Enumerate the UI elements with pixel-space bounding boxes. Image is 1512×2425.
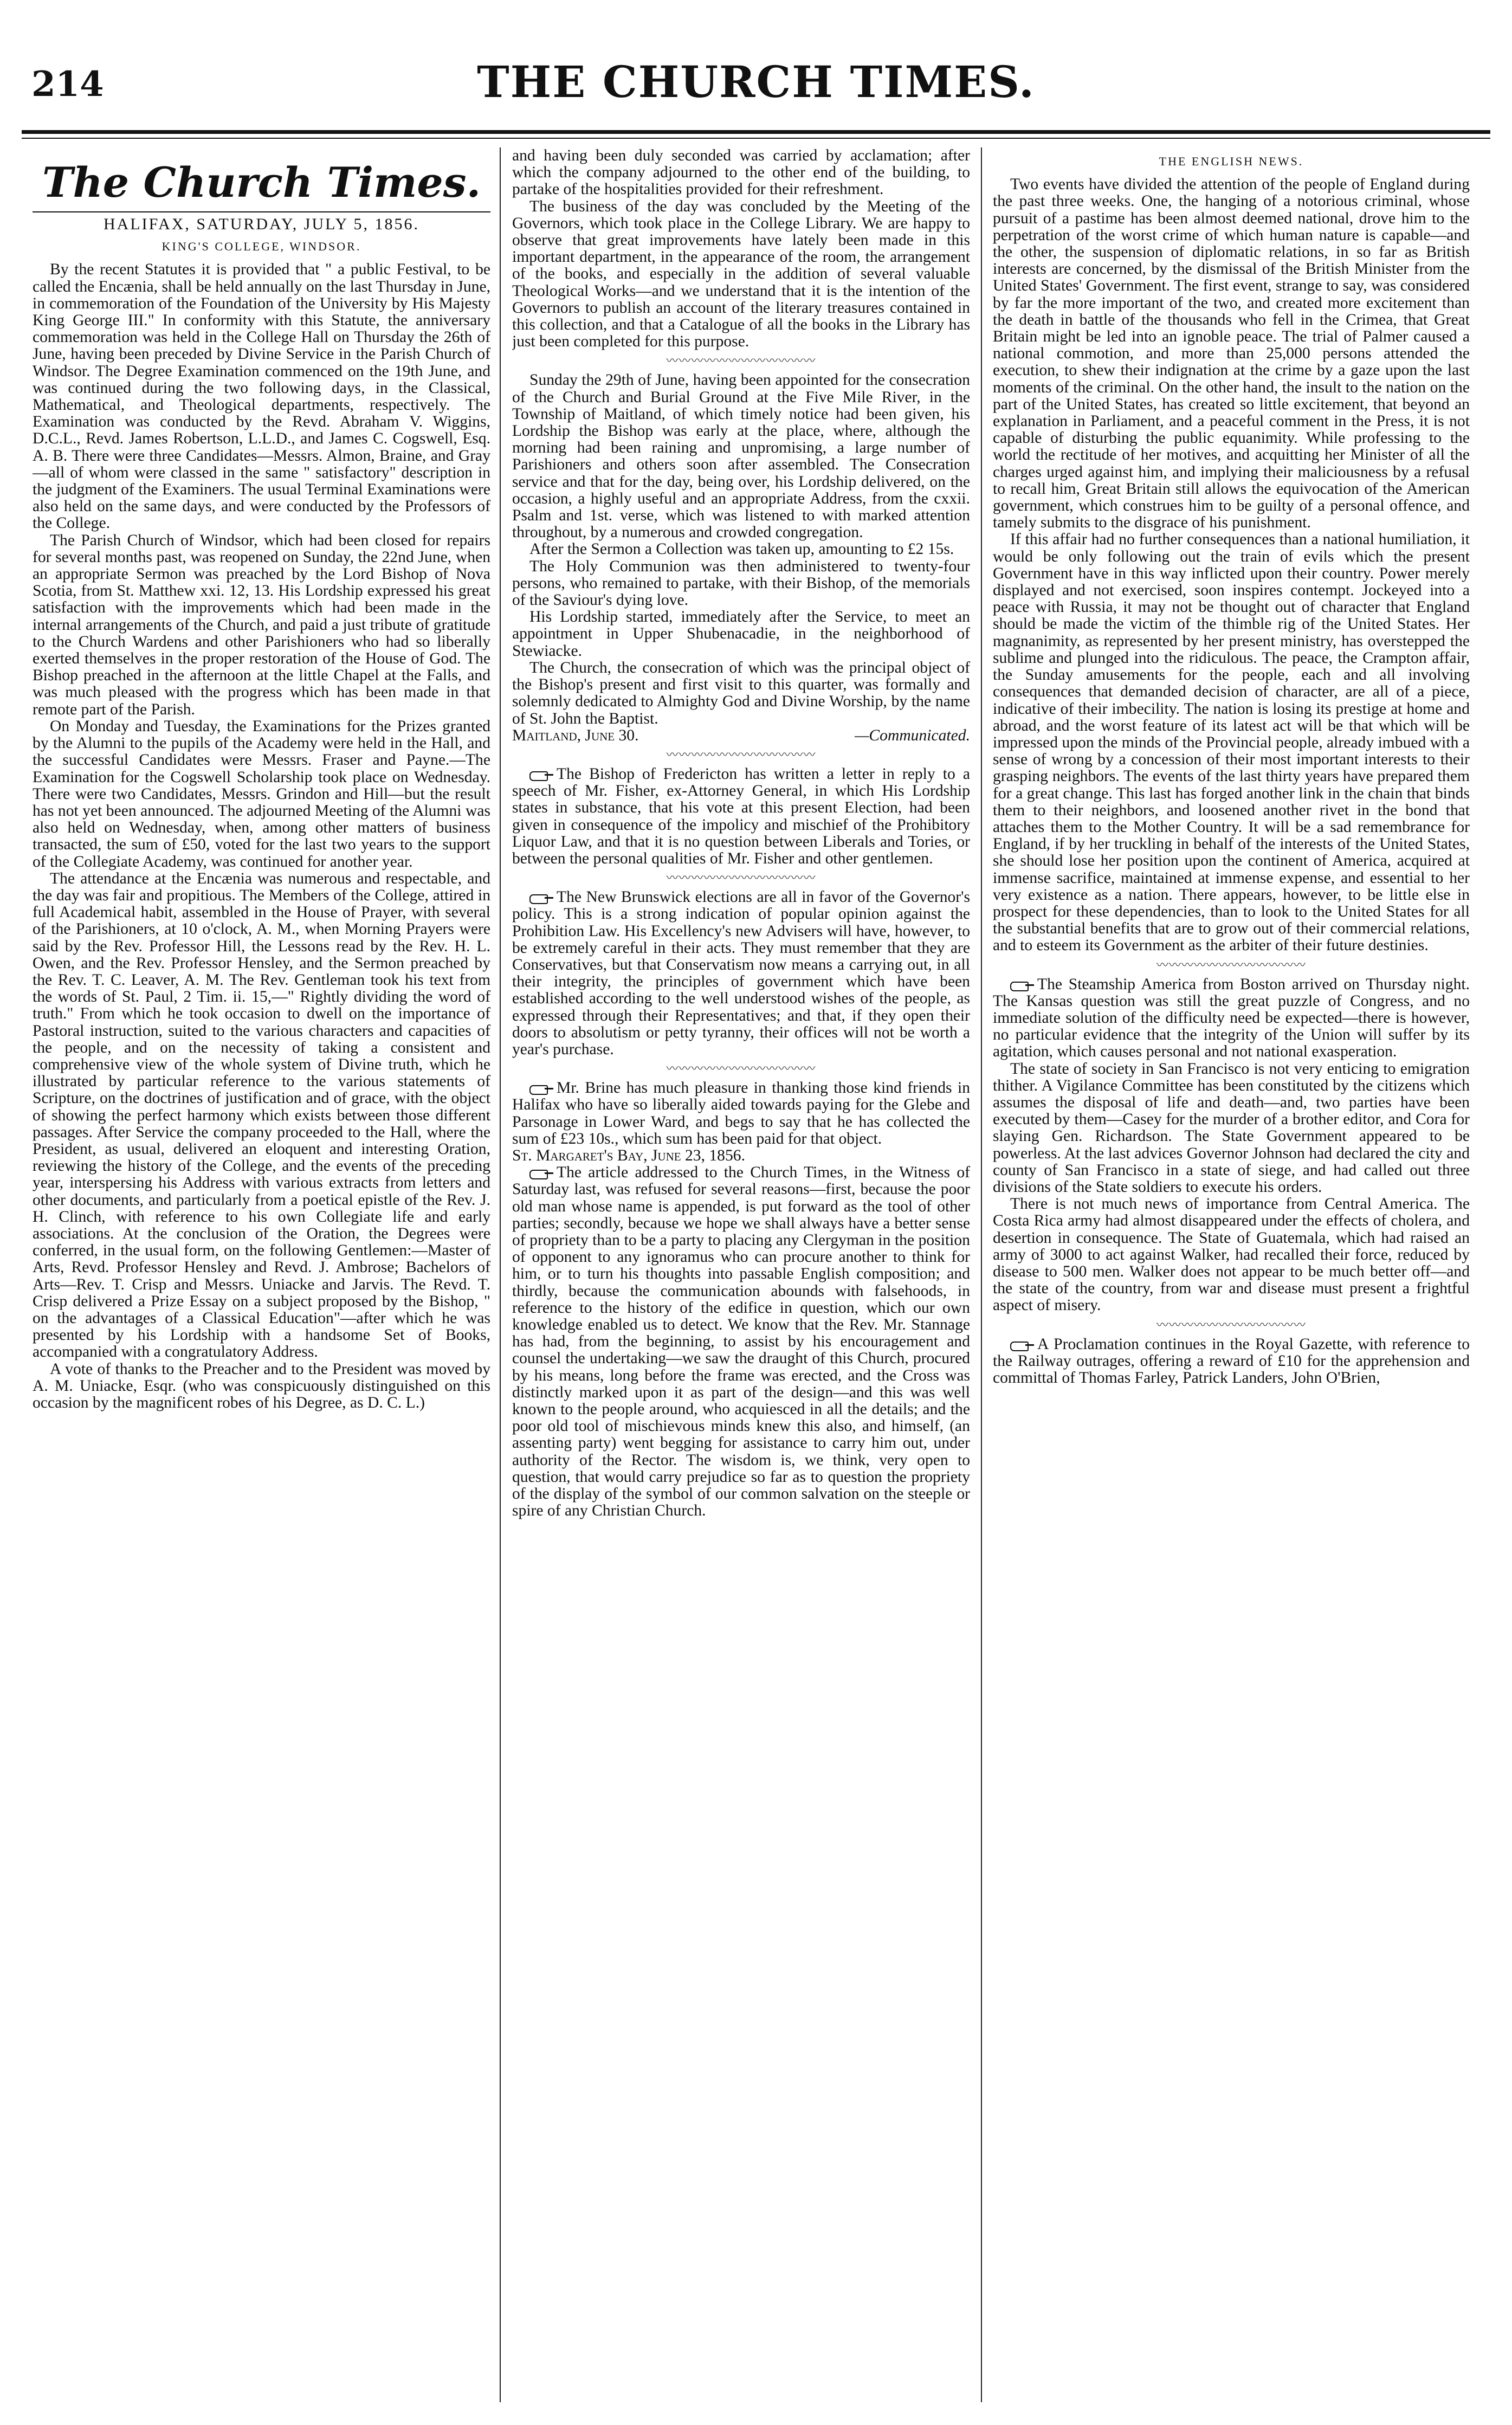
english-news-heading: THE ENGLISH NEWS. [1159, 154, 1304, 168]
pointing-hand-icon [1010, 1340, 1034, 1351]
article-paragraph: and having been duly seconded was carried by acclamation; after which the company adjourned to the other end of the building, to partake of the hospitalities provided for their refreshment. [512, 147, 970, 198]
article-paragraph: Sunday the 29th of June, having been appointed for the consecration of the Church and Burial Ground at the Five Mile River, in the Township of Maitland, of which timely notice had been given, his Lordship the Bishop was early at the place, where, although the morning had been raining and unpromising, a large number of Parishioners and others soon after assembled. The Consecration service and that for the day, being over, his Lordship delivered, on the occasion, a highly useful and an appropriate Address, from the cxxii. Psalm and 1st. verse, which was listened to with marked attention throughout, by a numerous and crowded congregation. [512, 371, 970, 541]
masthead-rule-thin [22, 138, 1490, 139]
masthead-title: THE CHURCH TIMES. [477, 56, 1035, 107]
article-paragraph: The Parish Church of Windsor, which had been closed for repairs for several months past, was reopened on Sunday, the 22nd June, when an appropriate Sermon was preached by the Lord Bishop of Nova Scotia, from St. Matthew xxi. 12, 13. His Lordship expressed his great satisfaction with the improvements which had been made in the internal arrangements of the Church, and paid a just tribute of gratitude to the Church Wardens and other Parishioners who had so liberally exerted themselves in the proper restoration of the House of God. The Bishop preached in the afternoon at the little Chapel at the Falls, and was much pleased with the progress which has been made in that remote part of the Parish. [33, 531, 490, 718]
column-2 [512, 147, 970, 2408]
signoff-author: —Communicated. [855, 726, 970, 744]
brine-signoff [512, 1147, 970, 1164]
article-paragraph: By the recent Statutes it is provided that " a public Festival, to be called the Encænia, shall be held annually on the last Thursday in June, in commemoration of the Foundation of the University by His Majesty King George III." In conformity with this Statute, the anniversary commemoration was held in the College Hall on Thursday the 26th of June, having been preceded by Divine Service in the Parish Church of Windsor. The Degree Examination commenced on the 19th June, and was continued during the two following days, in the Classical, Mathematical, and Theological departments, respectively. The Examination was conducted by the Revd. Abraham V. Wiggins, D.C.L., Revd. James Robertson, L.L.D., and James C. Cogswell, Esq. A. B. There were three Candidates—Messrs. Almon, Braine, and Gray—all of whom were classed in the same " satisfactory" description in the judgment of the Examiners. The usual Terminal Examinations were also held on the same days, and were conducted by the Professors of the College. [33, 261, 490, 532]
column-3 [993, 147, 1470, 2408]
notice-fredericton [512, 766, 970, 867]
notice-text: The Bishop of Fredericton has written a letter in reply to a speech of Mr. Fisher, ex-Attorney General, in which His Lordship states in substance, that his vote at this present Election, had been given in consequence of the impolicy and mischief of the Prohibitory Liquor Law, and that it is no question between Liberals and Tories, or between the personal qualities of Mr. Fisher and other gentlemen. [512, 765, 970, 867]
dateline: HALIFAX, SATURDAY, JULY 5, 1856. [33, 211, 490, 233]
maitland-signoff [512, 727, 970, 744]
nameplate: The Church Times. [42, 158, 481, 207]
notice-proclamation [993, 1336, 1470, 1387]
pointing-hand-icon [529, 893, 553, 904]
masthead-rule-thick [22, 130, 1490, 134]
column-rule-2 [981, 147, 982, 2402]
article-paragraph: The business of the day was concluded by the Meeting of the Governors, which took place in the College Library. We are happy to observe that great improvements have lately been made in this important department, in the appearance of the room, the arrangement of the books, and especially in the addition of several valuable Theological Works—and we understand that it is the intention of the Governors to publish an account of the literary treasures contained in this collection, and that a Catalogue of all the books in the Library has just been completed for this purpose. [512, 197, 970, 351]
article-paragraph: The attendance at the Encænia was numerous and respectable, and the day was fair and propitious. The Members of the College, attired in full Academical habit, assembled in the House of Prayer, with several of the Parishioners, at 10 o'clock, A. M., when Morning Prayers were said by the Rev. Professor Hill, the Lessons read by the Rev. H. L. Owen, and the Rev. Professor Hensley, and the Sermon preached by the Rev. T. C. Leaver, A. M. The Rev. Gentleman took his text from the words of St. Paul, 2 Tim. ii. 15,—" Rightly dividing the word of truth." From which he took occasion to dwell on the importance of Pastoral instruction, suited to the various characters and capacities of the people, and on the necessity of taking a consistent and comprehensive view of the whole system of Divine truth, which he illustrated by particular reference to the various statements of Scripture, on the doctrines of justification and of grace, with the object of showing the perfect harmony which exists between those different passages. After Service the company proceeded to the Hall, where the President, as usual, delivered an eloquent and interesting Oration, reviewing the history of the College, and the events of the preceding year, interspersing his Address with various extracts from letters and other documents, and particularly from a poetical epistle of the Rev. J. H. Clinch, with reference to his own Collegiate life and early associations. At the conclusion of the Oration, the Degrees were conferred, in the usual form, on the following Gentlemen:—Master of Arts, Revd. Professor Hensley and Revd. J. Ambrose; Bachelors of Arts—Rev. T. Crisp and Messrs. Uniacke and Jarvis. The Revd. T. Crisp delivered a Prize Essay on a subject proposed by the Bishop, " on the advantages of a Classical Education"—after which he was presented by his Lordship with a handsome Set of Books, accompanied with a congratulatory Address. [33, 869, 490, 1361]
notice-text: The article addressed to the Church Times, in the Witness of Saturday last, was refused for several reasons—first, because the poor old man whose name is appended, is put forward as the tool of other parties; secondly, because we hope we shall always have a better sense of propriety than to be a party to placing any Clergyman in the position of opponent to any ignoramus who can procure another to think for him, or to turn his thoughts into passable English composition; and thirdly, because the communication abounds with falsehoods, in reference to the history of the edifice in question, which our own knowledge enabled us to detect. We know that the Rev. Mr. Stannage has had, from the beginning, to assist by his encouragement and counsel the undertaking—we saw the draught of this Church, procured by his means, long before the frame was erected, and the Cross was distinctly marked upon it as part of the design—and this was well known to the people around, who acquiesced in all the details; and the poor old tool of mischievous minds knew this also, and himself, (an assenting party) went begging for assistance to carry him out, under authority of the Rector. The wisdom is, we think, very open to question, that would carry prejudice so far as to question the propriety of the display of the symbol of our common salvation on the steeple or spire of any Christian Church. [512, 1164, 970, 1520]
notice-text: The New Brunswick elections are all in favor of the Governor's policy. This is a strong indication of popular opinion against the Prohibition Law. His Excellency's new Advisers will have, however, to be extremely careful in their acts. They must remember that they are Conservatives, but that Conservatism now means a carrying out, in all their integrity, the principles of government which have been established according to the well understood wishes of the people, as expressed through their Representatives; and that, if they open their doors to absolutism or petty tyranny, their offices will not be worth a year's purchase. [512, 888, 970, 1058]
article-paragraph: If this affair had no further consequences than a national humiliation, it would be only following out the train of evils which the present Government have in this way inflicted upon their country. Power merely displayed and not exercised, soon inspires contempt. Jockeyed into a peace with Russia, it may not be thought out of character that England should be made the victim of the thimble rig of the United States. Her magnanimity, as represented by her present ministry, has overstepped the sublime and plunged into the ridiculous. The peace, the Crampton affair, the Sunday amusements for the people, each and all involving consequences that demanded decision of character, are all of a piece, indicative of their imbecility. The nation is losing its prestige at home and abroad, and the worst feature of its latest act will be that which will be impressed upon the minds of the Provincial people, already imbued with a sense of wrong by a concession of their most important interests to their grasping neighbors. The events of the last thirty years have prepared them for a great change. This last has forged another link in the chain that binds them to their neighbors, and loosened another rivet in the bond that attaches them to the Mother Country. It will be a sad remembrance for England, if by her truckling in behalf of the interests of the United States, she should lose her position upon the continent of America, acquired at immense sacrifice, maintained at immense expense, and essential to her very existence as a nation. There appears, however, to be little else in prospect for these dependencies, than to look to the United States for all the substantial benefits that are to grow out of their commercial relations, and to esteem its Government as the arbiter of their future destinies. [993, 531, 1470, 954]
notice-article-refused [512, 1164, 970, 1519]
signoff-place: St. Margaret's Bay, June 23, 1856. [512, 1146, 745, 1164]
notice-brine [512, 1080, 970, 1147]
page-number: 214 [31, 64, 104, 105]
article-paragraph: The Holy Communion was then administered to twenty-four persons, who remained to partake, with their Bishop, of the memorials of the Saviour's dying love. [512, 557, 970, 609]
section-divider: 〰〰〰〰〰〰〰〰〰〰〰〰 [1156, 958, 1306, 972]
article-paragraph: A vote of thanks to the Preacher and to the President was moved by A. M. Uniacke, Esqr. (who was conspicuously distinguished on this occasion by the magnificent robes of his Degree, as D. C. L.) [33, 1360, 490, 1412]
article-paragraph: On Monday and Tuesday, the Examinations for the Prizes granted by the Alumni to the pupils of the Academy were held in the Hall, and the successful Candidates were Messrs. Fraser and Payne.—The Examination for the Cogswell Scholarship took place on Wednesday. There were two Candidates, Messrs. Grindon and Hill—but the result has not yet been announced. The adjourned Meeting of the Alumni was also held on Wednesday, when, among other matters of business transacted, the sum of £50, voted for the last two years to the support of the Collegiate Academy, was continued for another year. [33, 717, 490, 870]
notice-text: The Steamship America from Boston arrived on Thursday night. The Kansas question was still the great puzzle of Congress, and no immediate solution of the difficulty need be expected—there is however, no particular evidence that the integrity of the Union will suffer by its agitation, which causes personal and not national exasperation. [993, 975, 1470, 1061]
signoff-place: Maitland, June 30. [512, 726, 639, 744]
column-rule-1 [500, 147, 501, 2402]
notice-text: A Proclamation continues in the Royal Gazette, with reference to the Railway outrages, offering a reward of £10 for the apprehension and committal of Thomas Farley, Patrick Landers, John O'Brien, [993, 1335, 1470, 1387]
article-paragraph: Two events have divided the attention of the people of England during the past three weeks. One, the hanging of a notorious criminal, whose pursuit of a pastime has been almost deemed national, drove him to the perpetration of the worst crime of which human nature is capable—and the other, the suspension of diplomatic relations, in so far as British interests are concerned, by the dismissal of the British Minister from the United States' Government. The first event, strange to say, was considered by far the more important of the two, and created more excitement than the death in battle of the thousands who fell in the Crimea, that Great Britain might be led into an ignoble peace. The trial of Palmer caused a national commotion, and more than 25,000 persons attended the execution, to shew their indignation at the crime by a gaze upon the last moments of the criminal. On the other hand, the insult to the nation on the part of the United States, has created so little excitement, that beyond an explanation in Parliament, and a peaceful comment in the Press, it is not capable of disturbing the public equanimity. While professing to the world the rectitude of her motives, and acquitting her Minister of all the charges urged against him, and implying their maliciousness by a refusal to recall him, Great Britain still allows the equivocation of the American government, which construes him to be guilty of a personal offence, and tamely submits to the disgrace of his punishment. [993, 176, 1470, 532]
column-1 [33, 147, 490, 2408]
notice-steamship [993, 976, 1470, 1061]
pointing-hand-icon [529, 1083, 553, 1094]
notice-text: Mr. Brine has much pleasure in thanking those kind friends in Halifax who have so liberally aided towards paying for the Glebe and Parsonage in Lower Ward, and begs to say that he has collected the sum of £23 10s., which sum has been paid for that object. [512, 1079, 970, 1147]
pointing-hand-icon [529, 770, 553, 781]
section-divider: 〰〰〰〰〰〰〰〰〰〰〰〰 [666, 872, 816, 885]
pointing-hand-icon [1010, 980, 1034, 991]
article-paragraph: The state of society in San Francisco is not very enticing to emigration thither. A Vigilance Committee has been constituted by the citizens which assumes the disposal of life and death—and, two parties have been executed by them—Casey for the murder of a brother editor, and Cora for slaying Gen. Richardson. The State Government appeared to be powerless. At the last advices Governor Johnson had declared the city and county of San Francisco in a state of siege, and had called out three divisions of the State soldiers to execute his orders. [993, 1060, 1470, 1196]
pointing-hand-icon [529, 1168, 553, 1179]
section-divider: 〰〰〰〰〰〰〰〰〰〰〰〰 [666, 354, 816, 368]
section-divider: 〰〰〰〰〰〰〰〰〰〰〰〰 [666, 1062, 816, 1076]
section-divider: 〰〰〰〰〰〰〰〰〰〰〰〰 [1156, 1318, 1306, 1332]
article-paragraph: His Lordship started, immediately after the Service, to meet an appointment in Upper Shubenacadie, in the neighborhood of Stewiacke. [512, 608, 970, 660]
kings-college-heading: KING'S COLLEGE, WINDSOR. [161, 240, 361, 254]
article-paragraph: After the Sermon a Collection was taken up, amounting to £2 15s. [529, 540, 954, 558]
article-paragraph: There is not much news of importance from Central America. The Costa Rica army had almost disappeared under the effects of cholera, and desertion in consequence. The State of Guatemala, which had raised an army of 3000 to act against Walker, had recalled their force, reduced by disease to 500 men. Walker does not appear to be much better off—and the state of the country, from war and disease must present a frightful aspect of misery. [993, 1195, 1470, 1314]
notice-new-brunswick [512, 889, 970, 1058]
article-paragraph: The Church, the consecration of which was the principal object of the Bishop's present and first visit to this quarter, was formally and solemnly dedicated to Almighty God and Divine Worship, by the name of St. John the Baptist. [512, 659, 970, 727]
section-divider: 〰〰〰〰〰〰〰〰〰〰〰〰 [666, 748, 816, 762]
